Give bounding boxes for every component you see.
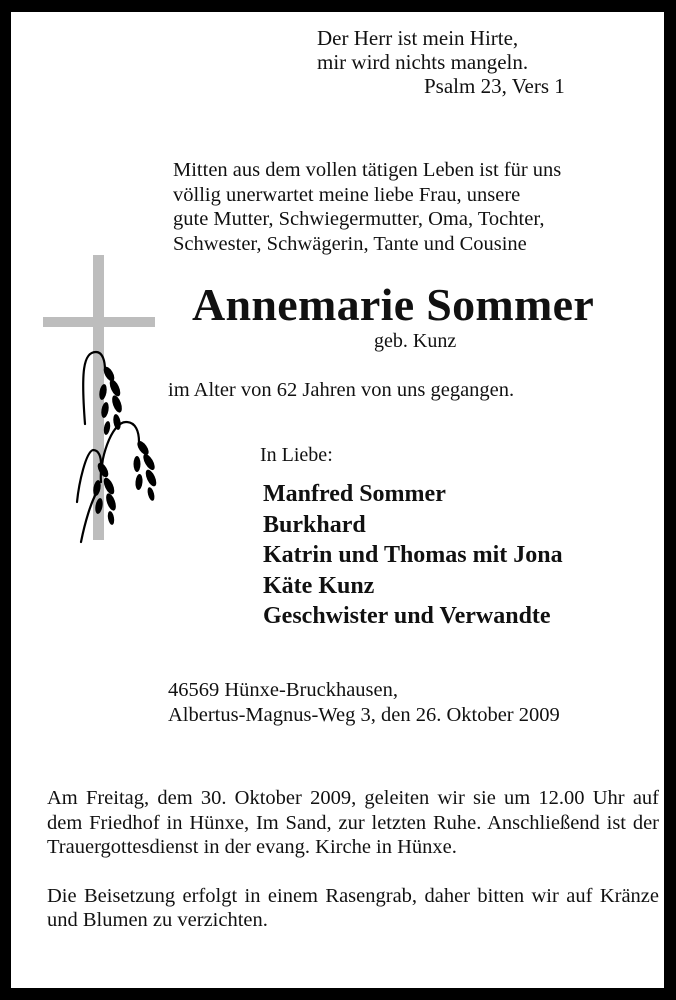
funeral-paragraph: Am Freitag, dem 30. Oktober 2009, geleiten wir sie um 12.00 Uhr auf dem Friedhof in Hünxe, Im Sand, zur letzten Ruhe. Anschließend ist der Trauergottesdienst in der evang. Kirche in Hünxe.	[47, 787, 659, 858]
intro-line: gute Mutter, Schwiegermutter, Oma, Tochter,	[173, 208, 545, 230]
psalm-quote	[317, 26, 565, 98]
age-statement: im Alter von 62 Jahren von uns gegangen.	[168, 379, 515, 401]
psalm-reference: Psalm 23, Vers 1	[424, 74, 565, 98]
mourner-name: Geschwister und Verwandte	[263, 603, 551, 629]
intro-line: Mitten aus dem vollen tätigen Leben ist für uns	[173, 159, 562, 181]
psalm-line-2: mir wird nichts mangeln.	[317, 50, 529, 74]
mourner-name: Käte Kunz	[263, 572, 375, 599]
intro-line: völlig unerwartet meine liebe Frau, unsere	[173, 183, 521, 206]
mourners-label: In Liebe:	[260, 444, 333, 466]
mourner-name: Manfred Sommer	[263, 481, 446, 507]
psalm-line-1: Der Herr ist mein Hirte,	[317, 26, 519, 50]
mourners-list	[263, 479, 563, 632]
deceased-name: Annemarie Sommer	[192, 279, 595, 330]
intro-line: Schwester, Schwägerin, Tante und Cousine	[173, 232, 527, 255]
mourner-name: Burkhard	[263, 511, 366, 538]
intro-text	[173, 158, 561, 256]
mourner-name: Katrin und Thomas mit Jona	[263, 542, 563, 568]
wheat-icon	[41, 252, 181, 552]
burial-paragraph: Die Beisetzung erfolgt in einem Rasengrab, daher bitten wir auf Kränze und Blumen zu verzichten.	[47, 884, 659, 931]
obituary-notice	[11, 12, 664, 988]
maiden-name: geb. Kunz	[374, 330, 457, 352]
funeral-details	[47, 786, 659, 957]
address-block	[168, 678, 560, 727]
address-line-1: 46569 Hünxe-Bruckhausen,	[168, 679, 399, 701]
address-line-2: Albertus-Magnus-Weg 3, den 26. Oktober 2009	[168, 703, 560, 726]
